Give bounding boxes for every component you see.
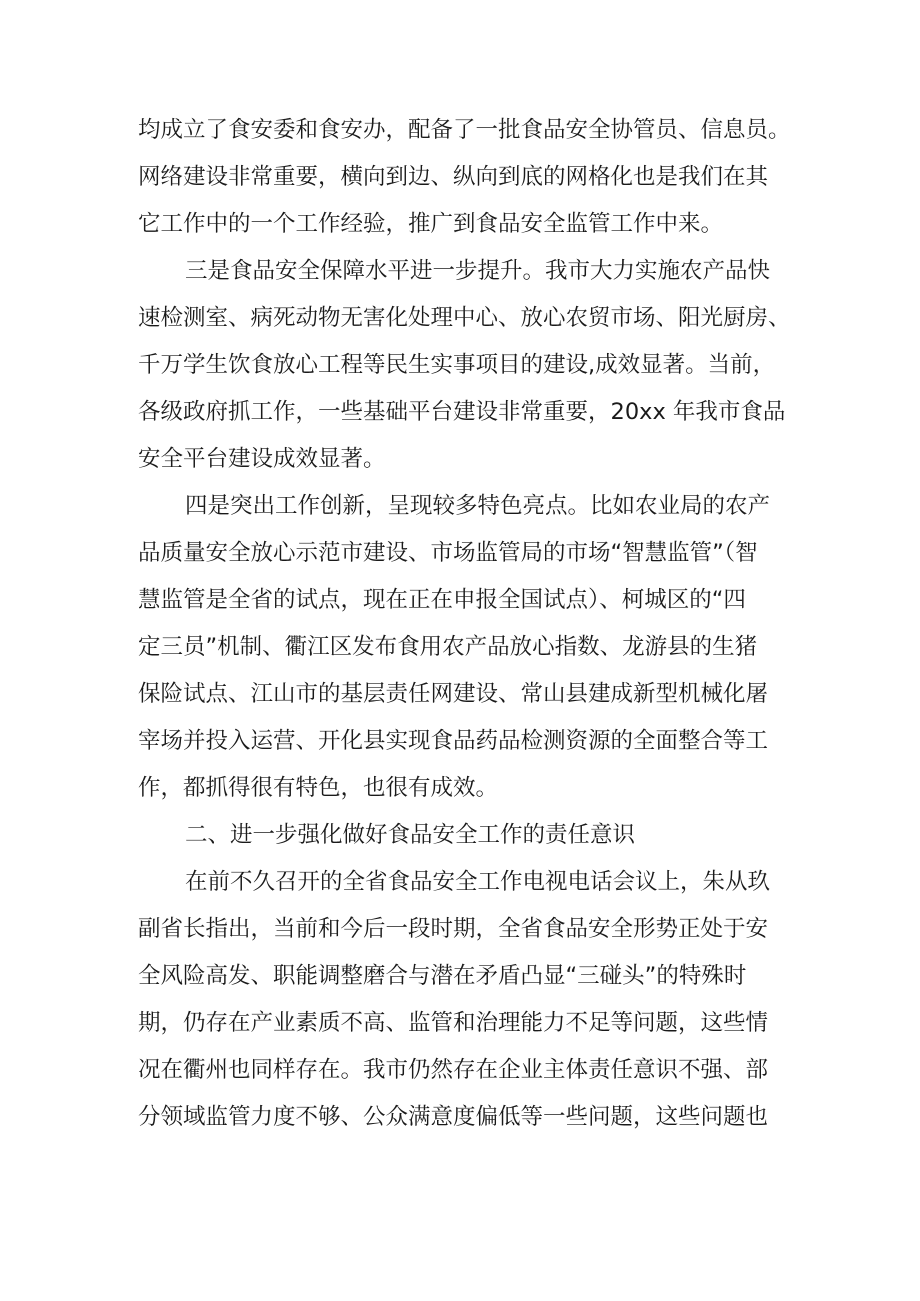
text-line: 保险试点、江山市的基层责任网建设、常山县建成新型机械化屠	[138, 681, 769, 707]
text-line: 况在衢州也同样存在。我市仍然存在企业主体责任意识不强、部	[138, 1057, 769, 1083]
text-line: 均成立了食安委和食安办，配备了一批食品安全协管员、信息员。	[138, 117, 791, 143]
text-line: 它工作中的一个工作经验，推广到食品安全监管工作中来。	[138, 211, 724, 237]
text-line: 各级政府抓工作，一些基础平台建设非常重要，20xx 年我市食品	[138, 399, 786, 425]
text-line: 三是食品安全保障水平进一步提升。我市大力实施农产品快	[185, 258, 771, 284]
text-line: 宰场并投入运营、开化县实现食品药品检测资源的全面整合等工	[138, 728, 769, 754]
section-heading: 二、进一步强化做好食品安全工作的责任意识	[185, 822, 636, 848]
text-line: 品质量安全放心示范市建设、市场监管局的市场“智慧监管”（智	[138, 540, 758, 566]
text-line: 期，仍存在产业素质不高、监管和治理能力不足等问题，这些情	[138, 1010, 769, 1036]
text-line: 副省长指出，当前和今后一段时期，全省食品安全形势正处于安	[138, 916, 769, 942]
text-line: 四是突出工作创新，呈现较多特色亮点。比如农业局的农产	[185, 493, 771, 519]
text-line: 作，都抓得很有特色，也很有成效。	[138, 775, 499, 801]
text-line: 网络建设非常重要，横向到边、纵向到底的网格化也是我们在其	[138, 164, 769, 190]
text-line: 慧监管是全省的试点，现在正在申报全国试点）、柯城区的“四	[138, 587, 746, 613]
text-line: 分领域监管力度不够、公众满意度偏低等一些问题，这些问题也	[138, 1104, 769, 1130]
text-line: 在前不久召开的全省食品安全工作电视电话会议上，朱从玖	[185, 869, 771, 895]
text-line: 千万学生饮食放心工程等民生实事项目的建设,成效显著。当前，	[138, 352, 776, 378]
text-line: 全风险高发、职能调整磨合与潜在矛盾凸显“三碰头”的特殊时	[138, 963, 747, 989]
text-line: 安全平台建设成效显著。	[138, 446, 386, 472]
text-line: 速检测室、病死动物无害化处理中心、放心农贸市场、阳光厨房、	[138, 305, 791, 331]
text-line: 定三员”机制、衢江区发布食用农产品放心指数、龙游县的生猪	[138, 634, 758, 660]
